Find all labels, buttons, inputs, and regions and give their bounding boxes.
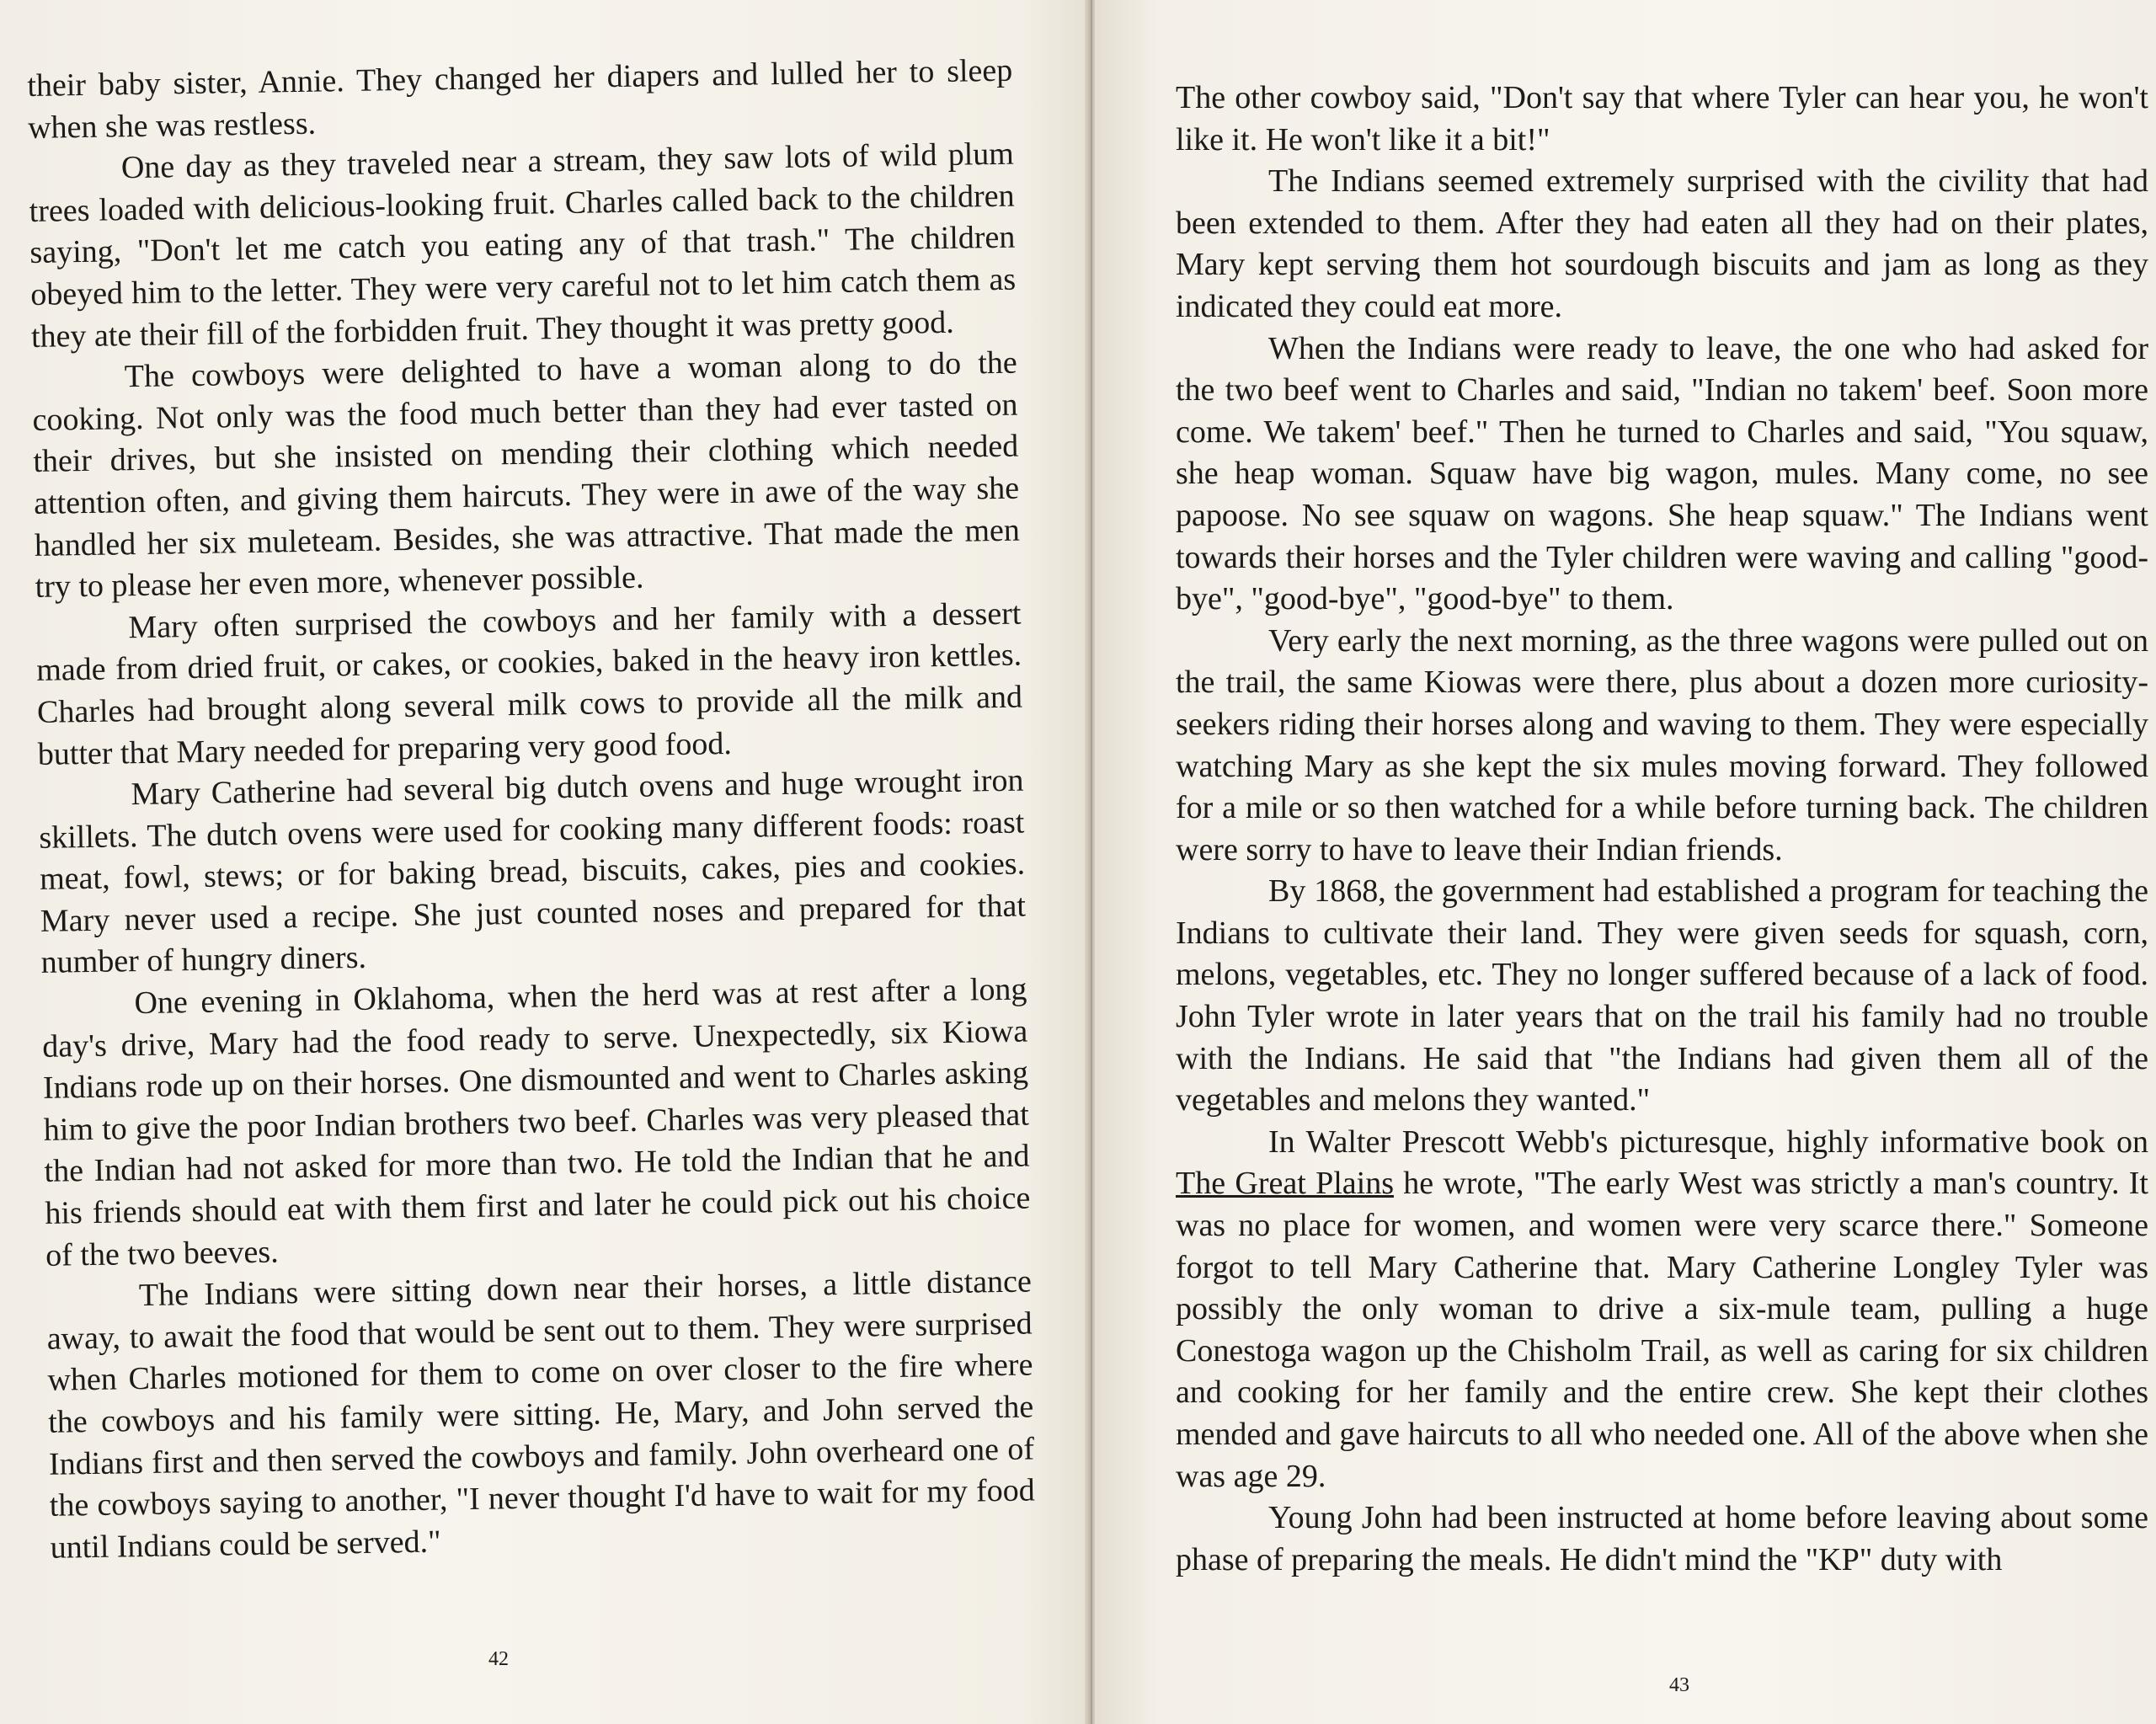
paragraph: Mary Catherine had several big dutch ovens and huge wrought iron skillets. The dutch ovens were used for cooking many different foods: roast meat, fowl, stews; or for baking bread, biscuits, cakes, pies and cookies. Mary never used a recipe. She just counted noses and prepared for that number of hungry diners.: [39, 762, 1027, 981]
right-page-text: [1176, 77, 2148, 1581]
left-page-text: [27, 51, 1036, 1570]
paragraph: The other cowboy said, "Don't say that where Tyler can hear you, he won't like it. He won't like it a bit!": [1176, 80, 2148, 157]
page-number: 43: [1669, 1674, 1689, 1696]
paragraph-text: he wrote, "The early West was strictly a man's country. It was no place for women, and women were very scarce there." Someone forgot to tell Mary Catherine that. Mary Catherine Longley Tyler was possibly the only woman to drive a six-mule team, pulling a huge Conestoga wagon up the Chisholm Trail, as well as caring for six children and cooking for her family and the entire crew. She kept their clothes mended and gave haircuts to all who needed one. All of the above when she was age 29.: [1176, 1166, 2148, 1494]
paragraph: Mary often surprised the cowboys and her family with a dessert made from dried fruit, or cakes, or cookies, baked in the heavy iron kettles. Charles had brought along several milk cows to provide all the milk and butter that Mary needed for preparing very good food.: [35, 595, 1023, 772]
paragraph-text: In Walter Prescott Webb's picturesque, highly informative book on: [1268, 1124, 2148, 1160]
paragraph: their baby sister, Annie. They changed her diapers and lulled her to sleep when she was restless.: [27, 52, 1013, 146]
paragraph: By 1868, the government had established a program for teaching the Indians to cultivate their land. They were given seeds for squash, corn, melons, vegetables, etc. They no longer suffered because of a lack of food. John Tyler wrote in later years that on the trail his family had no trouble with the Indians. He said that "the Indians had given them all of the vegetables and melons they wanted.": [1176, 873, 2148, 1118]
paragraph: Very early the next morning, as the three wagons were pulled out on the trail, the same Kiowas were there, plus about a dozen more curiosity-seekers riding their horses along and waving to them. They were especially watching Mary as she kept the six mules moving forward. They followed for a mile or so then watched for a while before turning back. The children were sorry to have to leave their Indian friends.: [1176, 622, 2148, 867]
paragraph: When the Indians were ready to leave, the one who had asked for the two beef went to Charles and said, "Indian no takem' beef. Soon more come. We takem' beef." Then he turned to Charles and said, "You squaw, she heap woman. Squaw have big wagon, mules. Many come, no see papoose. No see squaw on wagons. She heap squaw." The Indians went towards their horses and the Tyler children were waving and calling "good-bye", "good-bye", "good-bye" to them.: [1176, 330, 2148, 617]
paragraph: One evening in Oklahoma, when the herd was at rest after a long day's drive, Mary had the food ready to serve. Unexpectedly, six Kiowa Indians rode up on their horses. One dismounted and went to Charles asking him to give the poor Indian brothers two beef. Charles was very pleased that the Indian had not asked for more than two. He told the Indian that he and his friends should eat with them first and later he could pick out his choice of the two beeves.: [41, 971, 1031, 1273]
paragraph: The Indians seemed extremely surprised with the civility that had been extended to them. After they had eaten all they had on their plates, Mary kept serving them hot sourdough biscuits and jam as long as they indicated they could eat more.: [1176, 163, 2148, 324]
paragraph: [1176, 1122, 2148, 1497]
right-page: [1095, 0, 2156, 1724]
paragraph: The Indians were sitting down near their horses, a little distance away, to await the food that would be sent out to them. They were surprised when Charles motioned for them to come on over closer to the fire where the cowboys and his family were sitting. He, Mary, and John served the Indians first and then served the cowboys and family. John overheard one of the cowboys saying to another, "I never thought I'd have to wait for my food until Indians could be served.": [46, 1263, 1036, 1566]
paragraph: The cowboys were delighted to have a woman along to do the cooking. Not only was the food much better than they had ever tasted on their drives, but she insisted on mending their clothing which needed attention often, and giving them haircuts. They were in awe of the way she handled her six muleteam. Besides, she was attractive. That made the men try to please her even more, whenever possible.: [32, 344, 1021, 606]
page-number: 42: [488, 1648, 509, 1670]
paragraph: Young John had been instructed at home before leaving about some phase of preparing the meals. He didn't mind the "KP" duty with: [1176, 1500, 2148, 1577]
paragraph: One day as they traveled near a stream, they saw lots of wild plum trees loaded with delicious-looking fruit. Charles called back to the children saying, "Don't let me catch you eating any of that trash." The children obeyed him to the letter. They were very careful not to let him catch them as they ate their fill of the forbidden fruit. They thought it was pretty good.: [29, 136, 1017, 355]
book-title: The Great Plains: [1176, 1166, 1394, 1202]
